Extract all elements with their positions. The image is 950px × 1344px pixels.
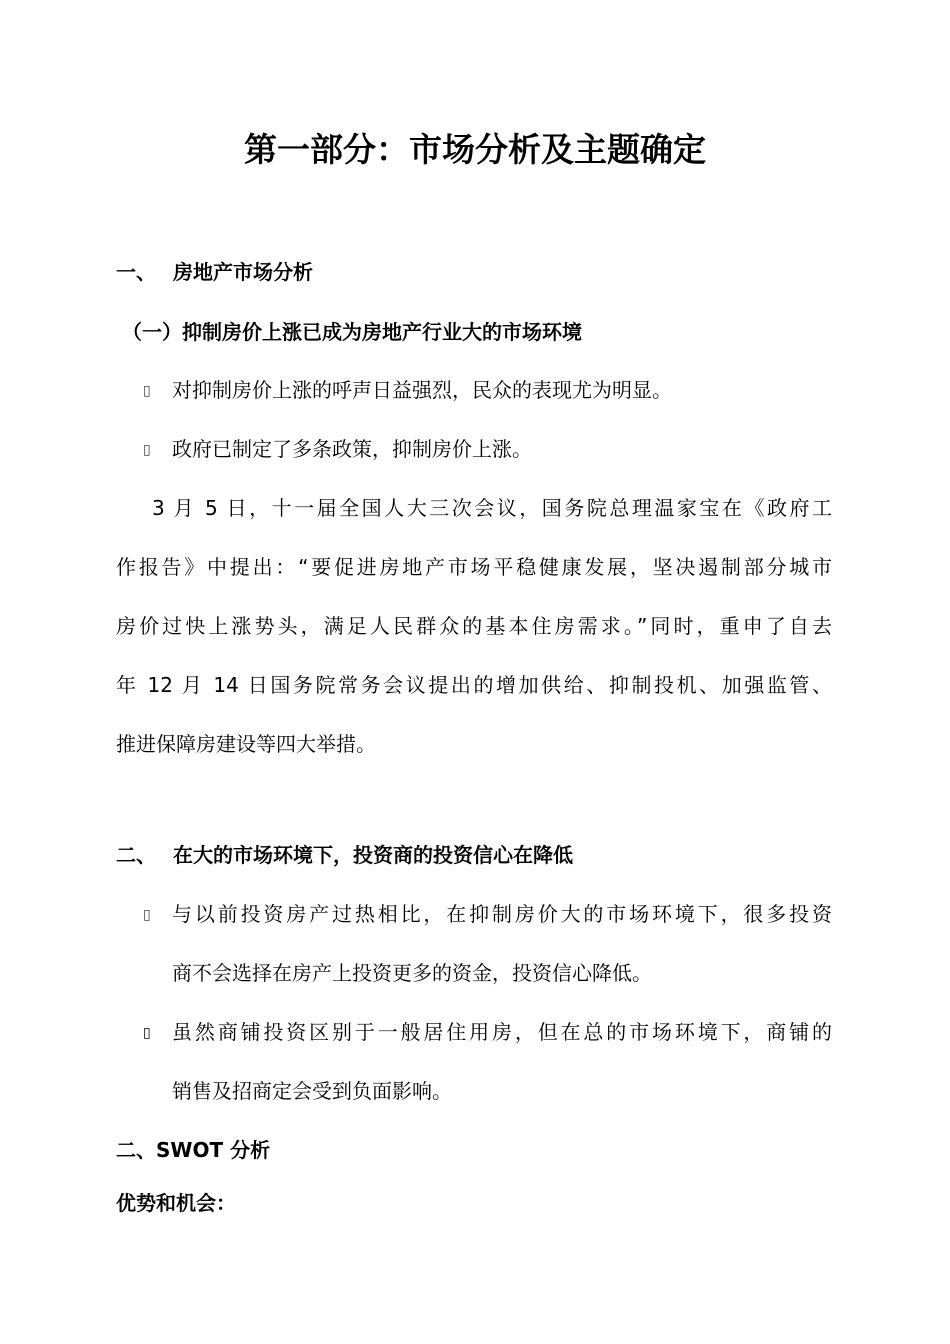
bullet-icon: ▯ (143, 442, 151, 458)
section-number-1: 一、 (116, 260, 156, 284)
bullet-icon: ▯ (143, 907, 151, 923)
bullet-text-2: 政府已制定了多条政策，抑制房价上涨。 (172, 437, 532, 461)
paragraph-line-3: 房价过快上涨势头，满足人民群众的基本住房需求。”同时，重申了自去 (116, 614, 832, 638)
bullet-text-4-line-1: 虽然商铺投资区别于一般居住用房，但在总的市场环境下，商铺的 (172, 1020, 832, 1044)
section-number-2: 二、 (116, 843, 156, 867)
page-title: 第一部分：市场分析及主题确定 (244, 130, 706, 169)
paragraph-line-2: 作报告》中提出：“要促进房地产市场平稳健康发展，坚决遏制部分城市 (116, 555, 832, 579)
bullet-text-3-line-2: 商不会选择在房产上投资更多的资金，投资信心降低。 (172, 961, 652, 985)
subsection-heading-1: （一）抑制房价上涨已成为房地产行业大的市场环境 (122, 320, 582, 344)
bullet-text-4-line-2: 销售及招商定会受到负面影响。 (172, 1079, 452, 1103)
swot-heading: 二、SWOT 分析 (116, 1138, 271, 1162)
section-title-1: 房地产市场分析 (173, 260, 313, 284)
paragraph-line-4: 年 12 月 14 日国务院常务会议提出的增加供给、抑制投机、加强监管、 (116, 673, 832, 697)
section-heading-2 (116, 841, 573, 869)
section-heading-1 (116, 258, 313, 286)
bullet-text-3-line-1: 与以前投资房产过热相比，在抑制房价大的市场环境下，很多投资 (172, 902, 832, 926)
bullet-icon: ▯ (143, 383, 151, 399)
paragraph-line-1: 3 月 5 日，十一届全国人大三次会议，国务院总理温家宝在《政府工 (152, 496, 832, 520)
section-title-2: 在大的市场环境下，投资商的投资信心在降低 (173, 843, 573, 867)
bullet-text-1: 对抑制房价上涨的呼声日益强烈，民众的表现尤为明显。 (172, 378, 672, 402)
paragraph-line-5: 推进保障房建设等四大举措。 (116, 732, 376, 756)
swot-subheading: 优势和机会： (116, 1191, 236, 1215)
bullet-icon: ▯ (143, 1025, 151, 1041)
